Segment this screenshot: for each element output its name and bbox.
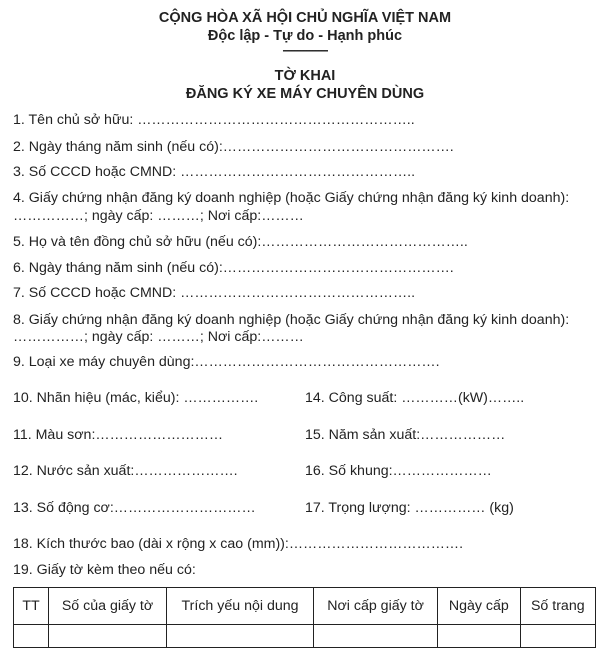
table-header-page-count: Số trang: [520, 588, 595, 625]
field-id-number: 3. Số CCCD hoặc CMND: …………………………………………..: [13, 164, 416, 180]
table-header-row: [14, 588, 596, 625]
country-name: CỘNG HÒA XÃ HỘI CHỦ NGHĨA VIỆT NAM: [158, 10, 452, 26]
field-country-of-manufacture: 12. Nước sản xuất:………………….: [13, 463, 238, 479]
field-manufacture-year: 15. Năm sản xuất:………………: [305, 427, 506, 443]
documents-table: [13, 587, 596, 648]
field-co-owner-name: 5. Họ và tên đồng chủ sở hữu (nếu có):……………………………………..: [13, 234, 468, 250]
table-header-doc-number: Số của giấy tờ: [49, 588, 167, 625]
header-divider: ---------------: [282, 43, 328, 57]
field-color: 11. Màu sơn:………………………: [13, 427, 224, 443]
field-engine-number: 13. Số động cơ:…………………………: [13, 500, 256, 516]
table-header-issue-date: Ngày cấp: [438, 588, 521, 625]
form-subtitle: ĐĂNG KÝ XE MÁY CHUYÊN DÙNG: [185, 86, 425, 102]
field-dimensions: 18. Kích thước bao (dài x rộng x cao (mm)):……………………………….: [13, 536, 464, 552]
table-header-tt: TT: [14, 588, 49, 625]
field-brand: 10. Nhãn hiệu (mác, kiểu): …………….: [13, 390, 259, 406]
field-power: 14. Công suất: …………(kW)……..: [305, 390, 525, 406]
field-co-owner-business-cert: 8. Giấy chứng nhận đăng ký doanh nghiệp (hoặc Giấy chứng nhận đăng ký kinh doanh):: [13, 312, 570, 328]
field-attached-documents: 19. Giấy tờ kèm theo nếu có:: [13, 562, 196, 578]
field-business-cert-details: ……………; ngày cấp: ………; Nơi cấp:………: [13, 208, 304, 224]
field-vehicle-type: 9. Loại xe máy chuyên dùng:…………………………………………….: [13, 354, 440, 370]
field-birth-date: 2. Ngày tháng năm sinh (nếu có):………………………………………….: [13, 139, 454, 155]
field-co-owner-birth-date: 6. Ngày tháng năm sinh (nếu có):………………………………………….: [13, 260, 454, 276]
field-weight: 17. Trọng lượng: …………… (kg): [305, 500, 514, 516]
form-title: TỜ KHAI: [274, 68, 336, 84]
field-owner-name: 1. Tên chủ sở hữu: …………………………………………………..: [13, 112, 415, 128]
motto: Độc lập - Tự do - Hạnh phúc: [207, 28, 403, 44]
field-co-owner-business-cert-details: ……………; ngày cấp: ………; Nơi cấp:………: [13, 329, 304, 345]
field-frame-number: 16. Số khung:…………………: [305, 463, 492, 479]
table-header-summary: Trích yếu nội dung: [167, 588, 314, 625]
field-business-cert: 4. Giấy chứng nhận đăng ký doanh nghiệp (hoặc Giấy chứng nhận đăng ký kinh doanh):: [13, 190, 570, 206]
field-co-owner-id-number: 7. Số CCCD hoặc CMND: …………………………………………..: [13, 285, 416, 301]
table-header-issuer: Nơi cấp giấy tờ: [314, 588, 438, 625]
table-row: [14, 625, 596, 648]
